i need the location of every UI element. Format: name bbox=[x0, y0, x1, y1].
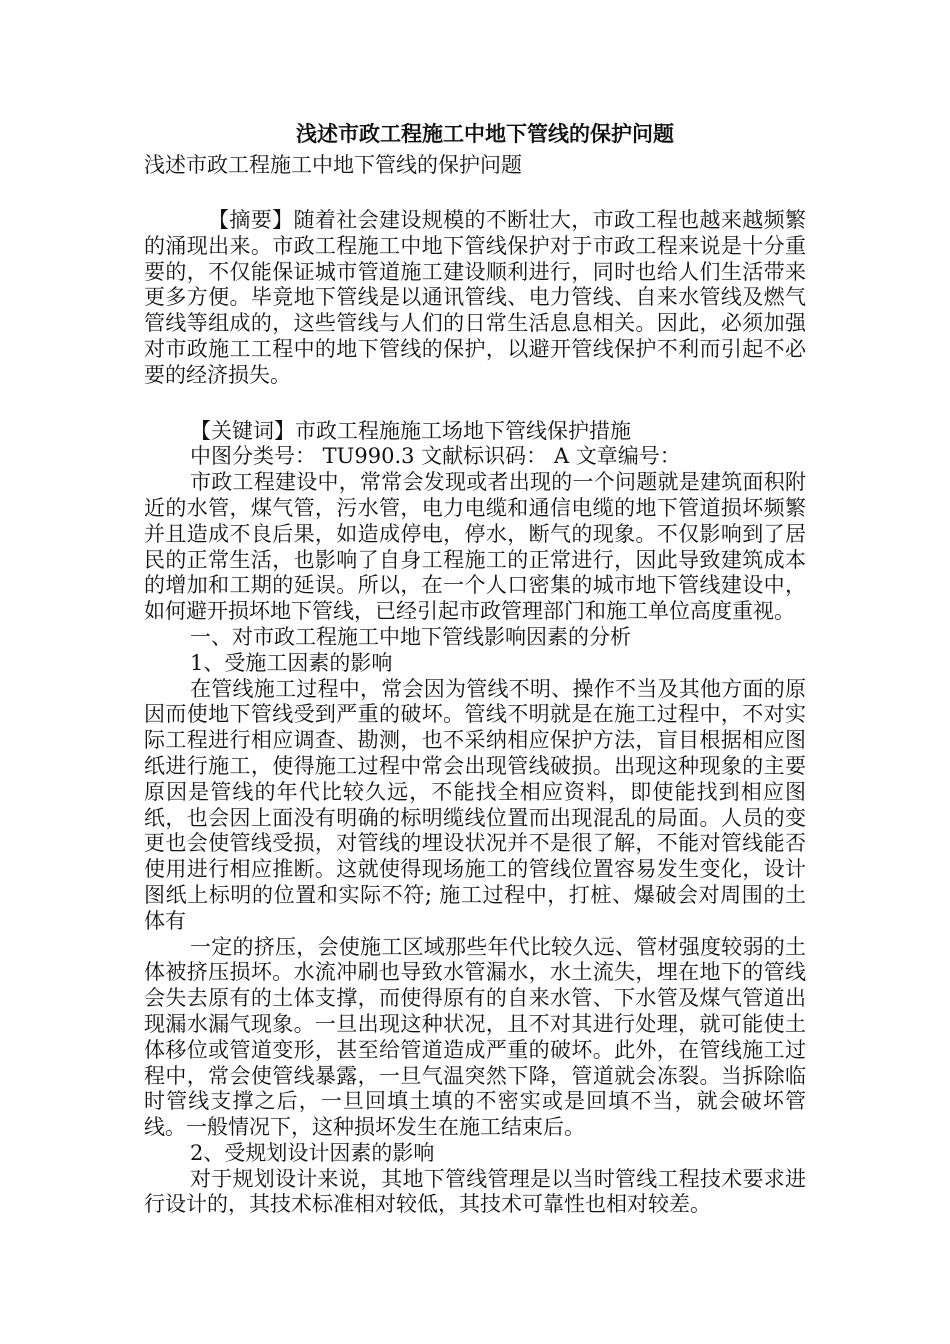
document-page bbox=[144, 118, 806, 1218]
body-paragraph: 在管线施工过程中，常会因为管线不明、操作不当及其他方面的原因而使地下管线受到严重的破坏。管线不明就是在施工过程中，不对实际工程进行相应调查、勘测，也不采纳相应保护方法，盲目根据相应图纸进行施工，使得施工过程中常会出现管线破损。出现这种现象的主要原因是管线的年代比较久远，不能找全相应资料，即使能找到相应图纸，也会因上面没有明确的标明缆线位置而出现混乱的局面。人员的变更也会使管线受损，对管线的埋设状况并不是很了解，不能对管线能否使用进行相应推断。这就使得现场施工的管线位置容易发生变化，设计图纸上标明的位置和实际不符; 施工过程中，打桩、爆破会对周围的土体有 bbox=[144, 676, 806, 933]
subsection-heading: 2、受规划设计因素的影响 bbox=[190, 1140, 435, 1165]
abstract-paragraph: 【摘要】随着社会建设规模的不断壮大，市政工程也越来越频繁的涌现出来。市政工程施工中地下管线保护对于市政工程来说是十分重要的，不仅能保证城市管道施工建设顺利进行，同时也给人们生活带来更多方便。毕竟地下管线是以通讯管线、电力管线、自来水管线及燃气管线等组成的，这些管线与人们的日常生活息息相关。因此，必须加强对市政施工工程中的地下管线的保护，以避开管线保护不利而引起不必要的经济损失。 bbox=[144, 208, 806, 387]
classification-line: 中图分类号： TU990.3 文献标识码： A 文章编号： bbox=[190, 444, 681, 469]
body-paragraph: 对于规划设计来说，其地下管线管理是以当时管线工程技术要求进行设计的，其技术标准相对较低，其技术可靠性也相对较差。 bbox=[144, 1166, 806, 1217]
body-paragraph: 市政工程建设中，常常会发现或者出现的一个问题就是建筑面积附近的水管，煤气管，污水管，电力电缆和通信电缆的地下管道损坏频繁并且造成不良后果，如造成停电，停水，断气的现象。不仅影响到了居民的正常生活，也影响了自身工程施工的正常进行，因此导致建筑成本的增加和工期的延误。所以，在一个人口密集的城市地下管线建设中，如何避开损坏地下管线，已经引起市政管理部门和施工单位高度重视。 bbox=[144, 470, 806, 624]
subsection-heading: 1、受施工因素的影响 bbox=[190, 650, 393, 675]
section-heading: 一、对市政工程施工中地下管线影响因素的分析 bbox=[190, 624, 631, 649]
document-title: 浅述市政工程施工中地下管线的保护问题 bbox=[296, 121, 674, 146]
document-subtitle: 浅述市政工程施工中地下管线的保护问题 bbox=[144, 153, 522, 177]
keywords-line: 【关键词】市政工程施施工场地下管线保护措施 bbox=[190, 418, 631, 443]
body-paragraph: 一定的挤压，会使施工区域那些年代比较久远、管材强度较弱的土体被挤压损坏。水流冲刷也导致水管漏水，水土流失，埋在地下的管线会失去原有的土体支撑，而使得原有的自来水管、下水管及煤气管道出现漏水漏气现象。一旦出现这种状况，且不对其进行处理，就可能使土体移位或管道变形，甚至给管道造成严重的破坏。此外，在管线施工过程中，常会使管线暴露，一旦气温突然下降，管道就会冻裂。当拆除临时管线支撑之后，一旦回填土填的不密实或是回填不当，就会破坏管线。一般情况下，这种损坏发生在施工结束后。 bbox=[144, 934, 806, 1140]
